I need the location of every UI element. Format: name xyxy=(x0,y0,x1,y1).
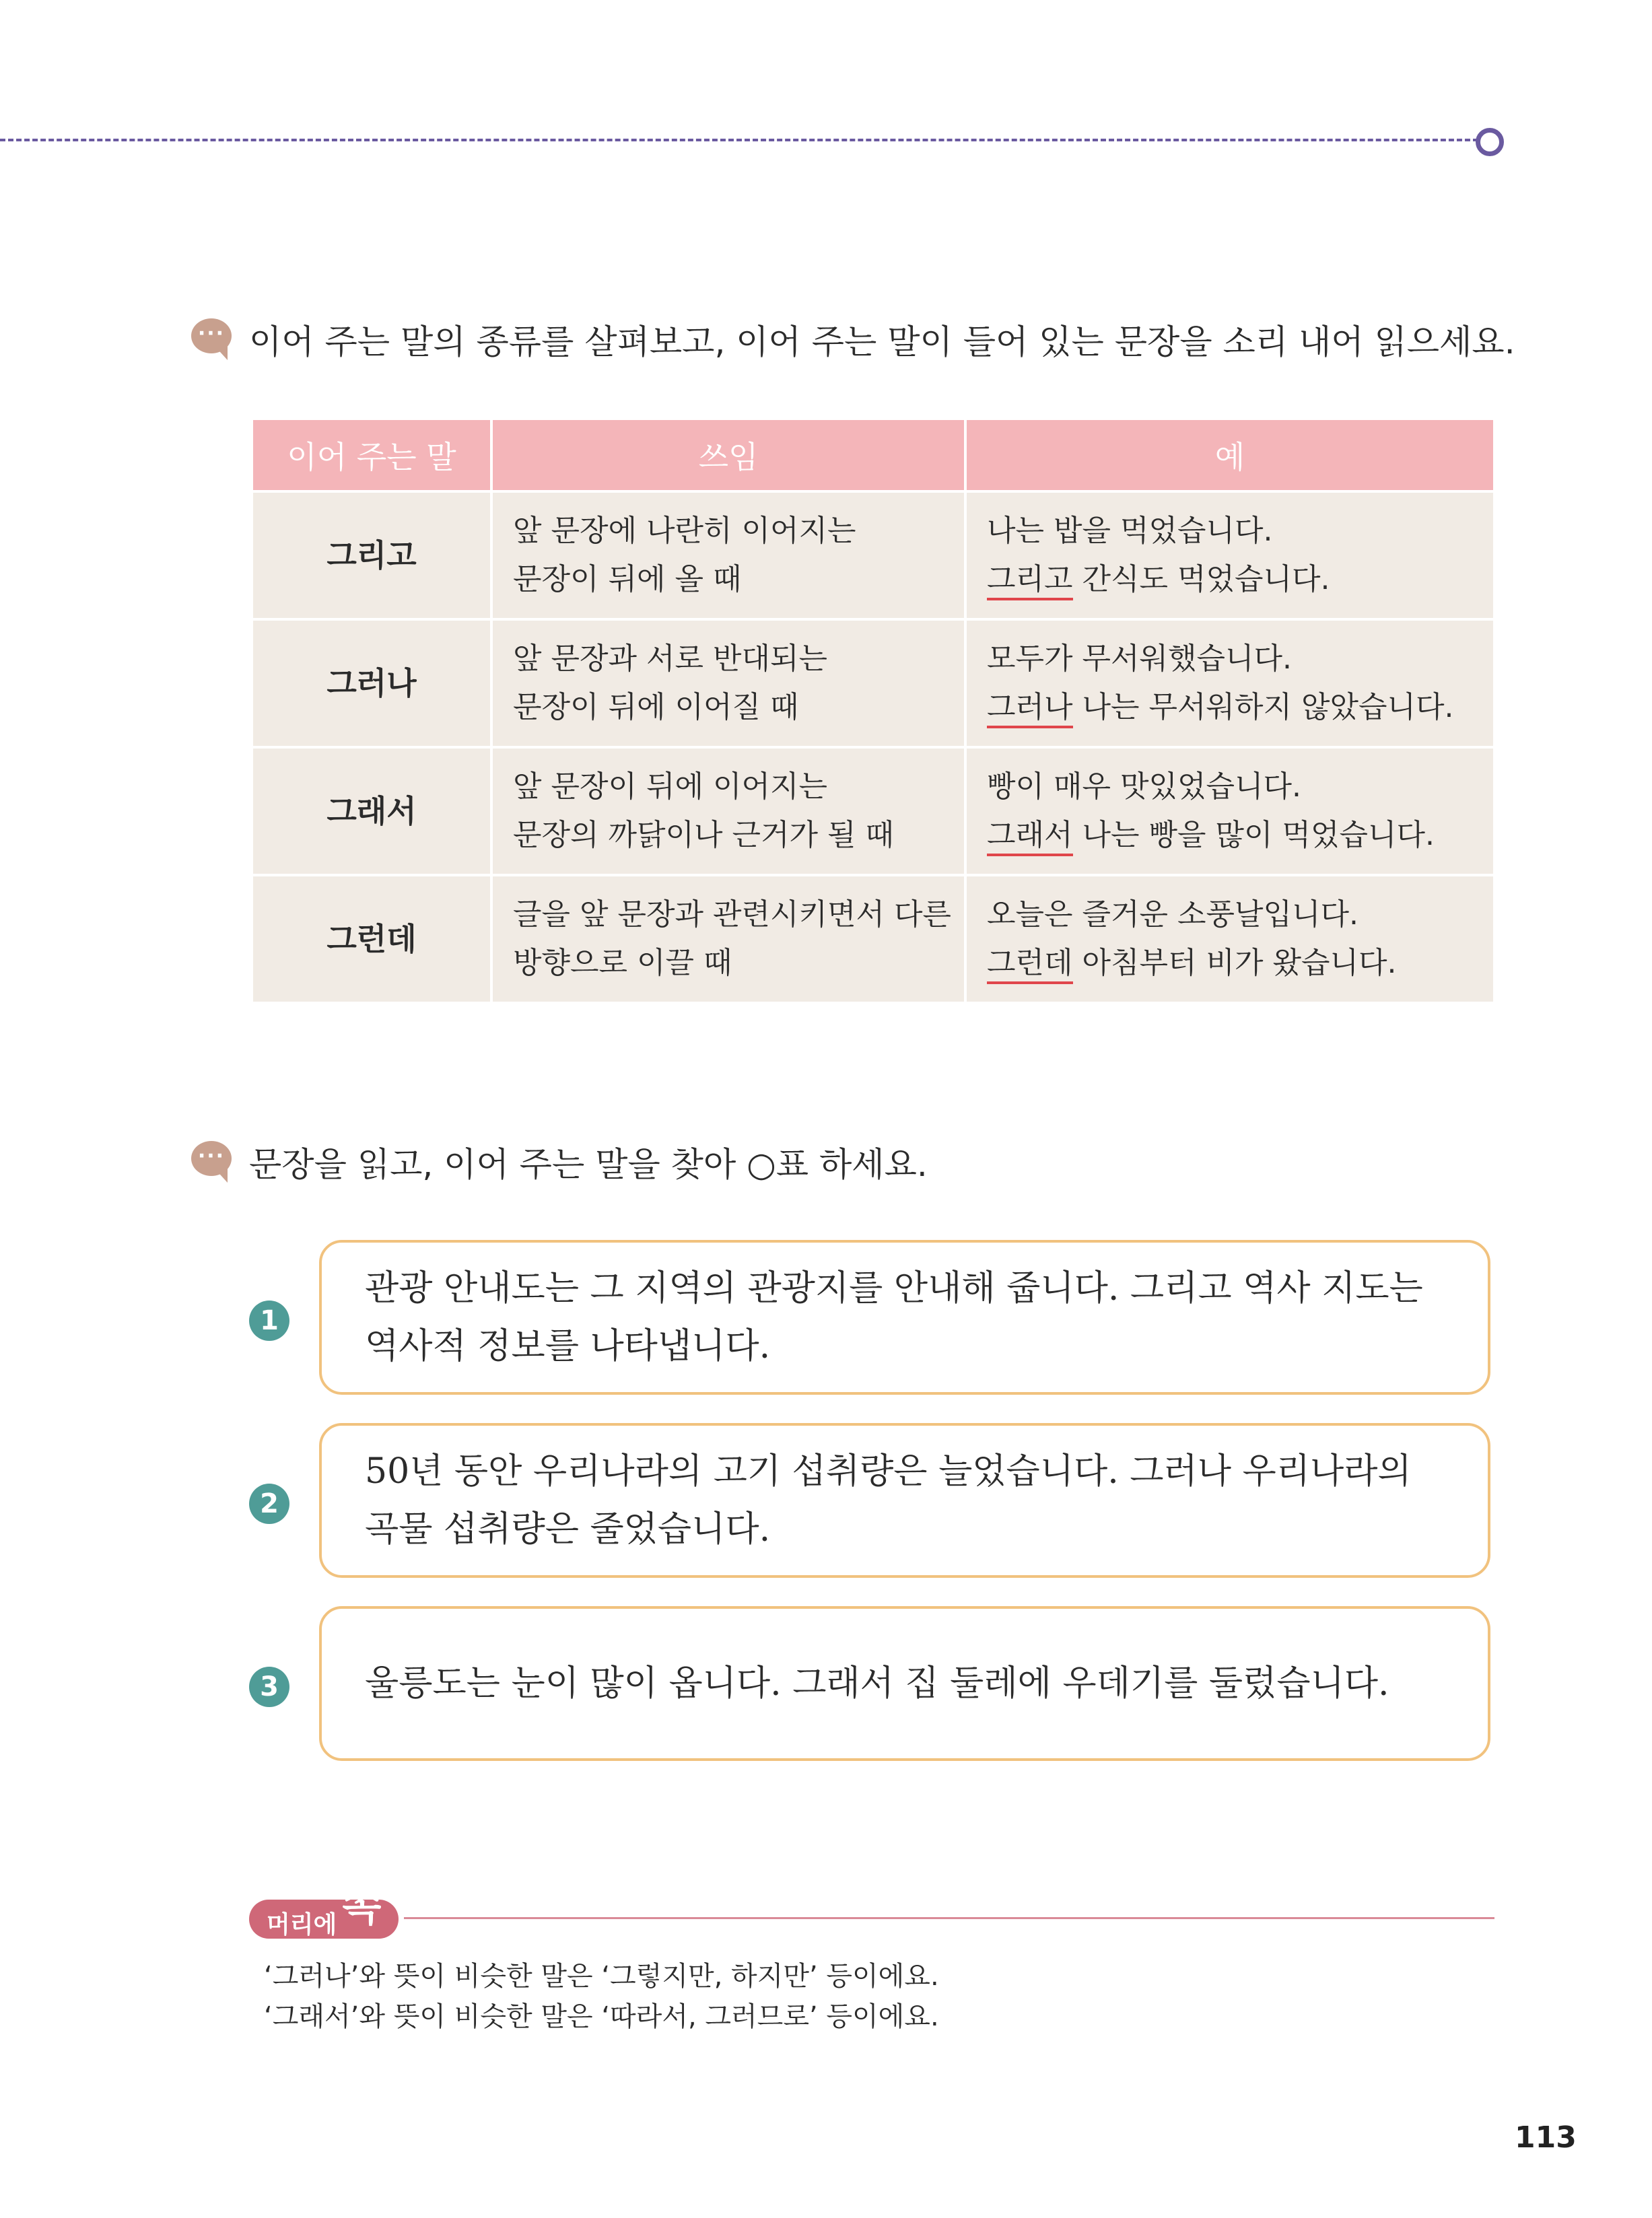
table-row xyxy=(253,747,1493,875)
tip-divider xyxy=(404,1917,1494,1919)
row-usage xyxy=(491,491,965,619)
top-ring-icon xyxy=(1476,128,1504,156)
usage-line: 문장의 까닭이나 근거가 될 때 xyxy=(513,818,894,852)
example-line: 빵이 매우 맛있었습니다. xyxy=(987,769,1301,804)
tip-line: ‘그래서’와 뜻이 비슷한 말은 ‘따라서, 그러므로’ 등이에요. xyxy=(264,2001,939,2032)
sentence-box[interactable] xyxy=(319,1423,1490,1578)
row-word: 그리고 xyxy=(253,491,491,619)
top-dashed-rule xyxy=(0,139,1478,141)
header-word: 이어 주는 말 xyxy=(253,420,491,491)
question-number: 2 xyxy=(249,1484,289,1524)
example-rest: 아침부터 비가 왔습니다. xyxy=(1072,946,1397,980)
usage-line: 앞 문장과 서로 반대되는 xyxy=(513,642,827,676)
row-example xyxy=(965,619,1493,747)
tip-text xyxy=(264,1956,939,2037)
example-line xyxy=(987,683,1473,732)
question-number: 1 xyxy=(249,1301,289,1341)
table-row xyxy=(253,875,1493,1002)
header-example: 예 xyxy=(965,420,1493,491)
example-line xyxy=(987,939,1473,987)
page-number: 113 xyxy=(1515,2120,1577,2155)
example-line xyxy=(987,555,1473,604)
row-word: 그래서 xyxy=(253,747,491,875)
speech-bubble-icon: ··· xyxy=(191,1141,233,1183)
sentence-box[interactable] xyxy=(319,1240,1490,1395)
row-usage xyxy=(491,747,965,875)
sentence-box[interactable] xyxy=(319,1606,1490,1761)
question-item xyxy=(249,1423,1499,1582)
sentence-line: 곡물 섭취량은 줄었습니다. xyxy=(365,1509,771,1550)
row-example xyxy=(965,491,1493,619)
row-word: 그런데 xyxy=(253,875,491,1002)
usage-line: 앞 문장에 나란히 이어지는 xyxy=(513,514,856,548)
header-usage: 쓰임 xyxy=(491,420,965,491)
section1-heading xyxy=(191,315,1515,363)
question-number: 3 xyxy=(249,1667,289,1707)
conjunction-underlined: 그리고 xyxy=(987,562,1073,600)
usage-line: 앞 문장이 뒤에 이어지는 xyxy=(513,769,827,804)
sentence-line: 관광 안내도는 그 지역의 관광지를 안내해 줍니다. 그리고 역사 지도는 xyxy=(365,1268,1423,1309)
example-rest: 간식도 먹었습니다. xyxy=(1072,562,1330,596)
table-row xyxy=(253,619,1493,747)
tip-line: ‘그러나’와 뜻이 비슷한 말은 ‘그렇지만, 하지만’ 등이에요. xyxy=(264,1961,939,1992)
example-line xyxy=(987,811,1473,860)
conjunction-underlined: 그러나 xyxy=(987,690,1073,728)
conjunction-underlined: 그런데 xyxy=(987,946,1073,984)
usage-line: 문장이 뒤에 이어질 때 xyxy=(513,690,799,724)
usage-line: 방향으로 이끌 때 xyxy=(513,946,732,980)
row-usage xyxy=(491,619,965,747)
row-word: 그러나 xyxy=(253,619,491,747)
table-row xyxy=(253,491,1493,619)
sentence-text xyxy=(365,1655,1389,1712)
question-item xyxy=(249,1606,1499,1765)
example-rest: 나는 빵을 많이 먹었습니다. xyxy=(1072,818,1435,852)
section1-instruction: 이어 주는 말의 종류를 살펴보고, 이어 주는 말이 들어 있는 문장을 소리 내어 읽으세요. xyxy=(249,322,1515,361)
usage-line: 문장이 뒤에 올 때 xyxy=(513,562,742,596)
sentence-line: 울릉도는 눈이 많이 옵니다. 그래서 집 둘레에 우데기를 둘렀습니다. xyxy=(365,1663,1389,1704)
section2-instruction: 문장을 읽고, 이어 주는 말을 찾아 ○표 하세요. xyxy=(249,1145,928,1184)
example-line: 모두가 무서워했습니다. xyxy=(987,642,1293,676)
conjunction-underlined: 그래서 xyxy=(987,818,1073,856)
row-example xyxy=(965,875,1493,1002)
section2-heading xyxy=(191,1138,928,1186)
sentence-text xyxy=(365,1259,1423,1375)
row-usage xyxy=(491,875,965,1002)
question-item xyxy=(249,1240,1499,1399)
row-example xyxy=(965,747,1493,875)
table-header-row xyxy=(253,420,1493,491)
speech-bubble-icon: ··· xyxy=(191,318,233,360)
sentence-line: 50년 동안 우리나라의 고기 섭취량은 늘었습니다. 그러나 우리나라의 xyxy=(365,1451,1412,1492)
tip-badge xyxy=(249,1883,399,1939)
example-line: 오늘은 즐거운 소풍날입니다. xyxy=(987,897,1359,932)
tip-badge-label: 머리에 xyxy=(267,1911,337,1939)
conjunction-table xyxy=(253,420,1493,1002)
sentence-line: 역사적 정보를 나타냅니다. xyxy=(365,1326,771,1366)
usage-line: 글을 앞 문장과 관련시키면서 다른 xyxy=(513,897,951,932)
sentence-text xyxy=(365,1443,1412,1558)
example-line: 나는 밥을 먹었습니다. xyxy=(987,514,1273,548)
example-rest: 나는 무서워하지 않았습니다. xyxy=(1072,690,1454,724)
tip-badge-emphasis: 쏙 xyxy=(342,1883,382,1931)
